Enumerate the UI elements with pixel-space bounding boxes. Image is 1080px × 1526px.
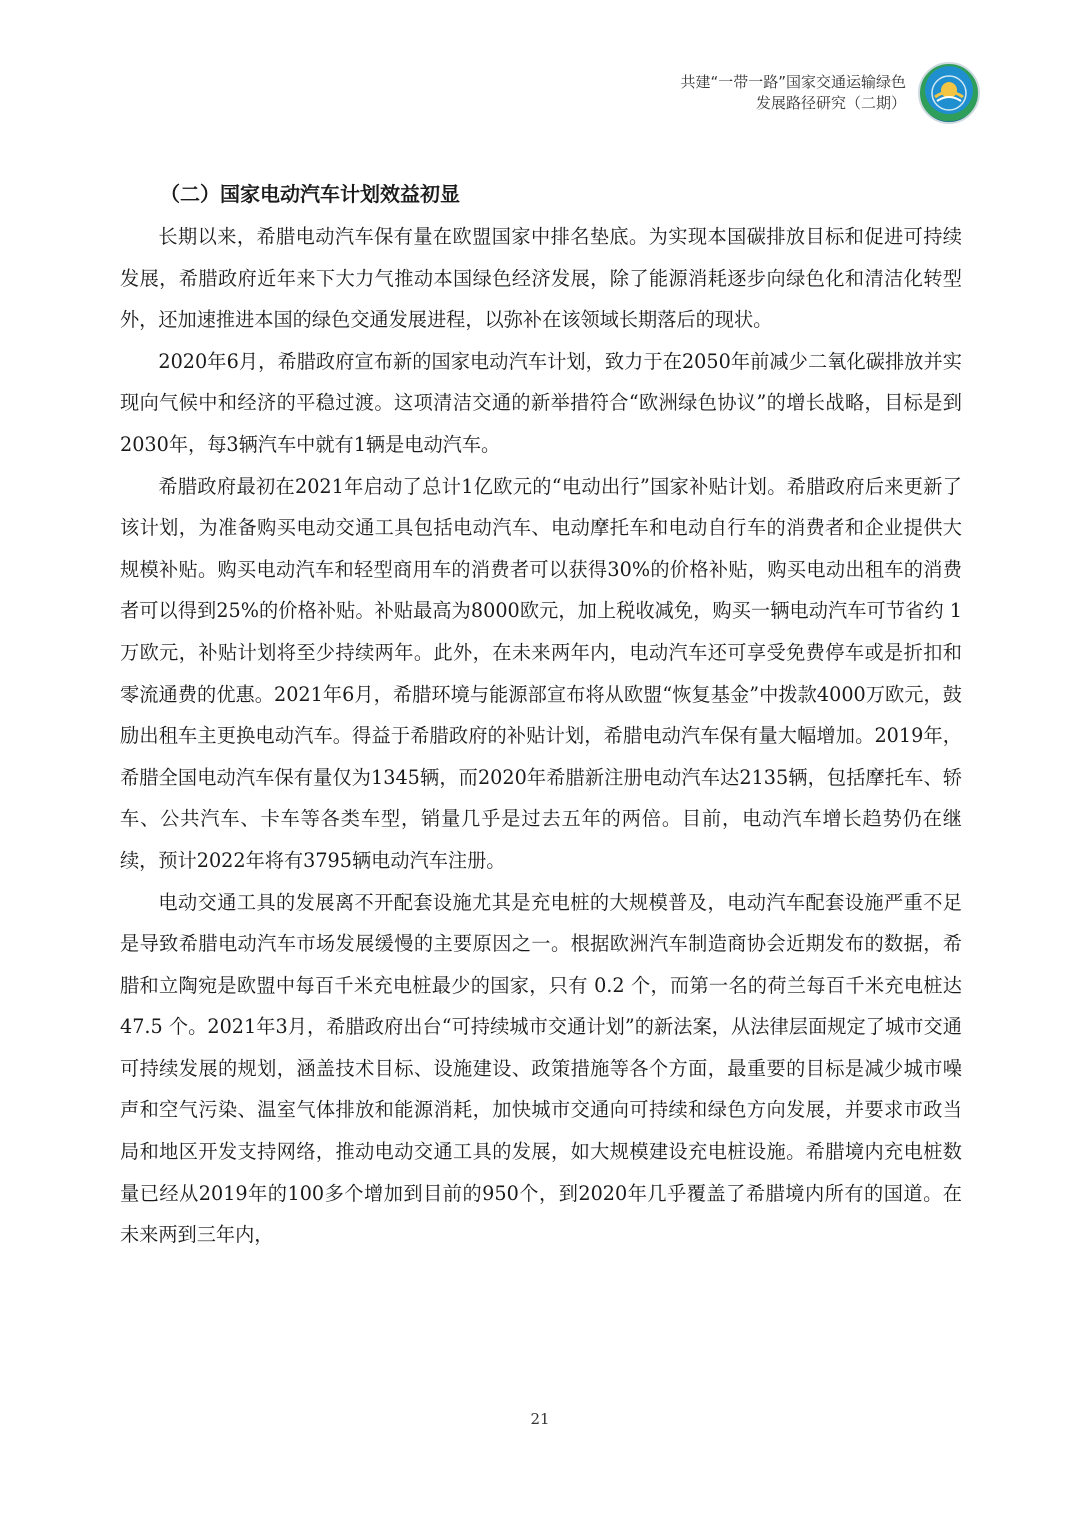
belt-and-road-globe-logo-icon: [918, 62, 980, 124]
globe-icon: [929, 73, 969, 113]
page-number: 21: [530, 1410, 550, 1428]
page-header: [680, 62, 980, 124]
header-title-line1: 共建“一带一路”国家交通运输绿色: [680, 73, 906, 91]
paragraph-1: 长期以来，希腊电动汽车保有量在欧盟国家中排名垫底。为实现本国碳排放目标和促进可持续发展，希腊政府近年来下大力气推动本国绿色经济发展，除了能源消耗逐步向绿色化和清洁化转型外，还加速推进本国的绿色交通发展进程，以弥补在该领域长期落后的现状。: [120, 225, 962, 332]
section-heading: （二）国家电动汽车计划效益初显: [160, 182, 460, 206]
header-title-line2: 发展路径研究（二期）: [755, 94, 906, 112]
paragraph-4: 电动交通工具的发展离不开配套设施尤其是充电桩的大规模普及，电动汽车配套设施严重不足是导致希腊电动汽车市场发展缓慢的主要原因之一。根据欧洲汽车制造商协会近期发布的数据，希腊和立陶宛是欧盟中每百千米充电桩最少的国家，只有 0.2 个，而第一名的荷兰每百千米充电桩达 47.5 个。2021年3月，希腊政府出台“可持续城市交通计划”的新法案，从法律层面规定了城市交通可持续发展的规划，涵盖技术目标、设施建设、政策措施等各个方面，最重要的目标是减少城市噪声和空气污染、温室气体排放和能源消耗，加快城市交通向可持续和绿色方向发展，并要求市政当局和地区开发支持网络，推动电动交通工具的发展，如大规模建设充电桩设施。希腊境内充电桩数量已经从2019年的100多个增加到目前的950个，到2020年几乎覆盖了希腊境内所有的国道。在未来两到三年内，: [120, 890, 962, 1247]
paragraph-3: 希腊政府最初在2021年启动了总计1亿欧元的“电动出行”国家补贴计划。希腊政府后来更新了该计划，为准备购买电动交通工具包括电动汽车、电动摩托车和电动自行车的消费者和企业提供大规模补贴。购买电动汽车和轻型商用车的消费者可以获得30%的价格补贴，购买电动出租车的消费者可以得到25%的价格补贴。补贴最高为8000欧元，加上税收减免，购买一辆电动汽车可节省约 1 万欧元，补贴计划将至少持续两年。此外，在未来两年内，电动汽车还可享受免费停车或是折扣和零流通费的优惠。2021年6月，希腊环境与能源部宣布将从欧盟“恢复基金”中拨款4000万欧元，鼓励出租车主更换电动汽车。得益于希腊政府的补贴计划，希腊电动汽车保有量大幅增加。2019年，希腊全国电动汽车保有量仅为1345辆，而2020年希腊新注册电动汽车达2135辆，包括摩托车、轿车、公共汽车、卡车等各类车型，销量几乎是过去五年的两倍。目前，电动汽车增长趋势仍在继续，预计2022年将有3795辆电动汽车注册。: [120, 474, 962, 872]
document-body: [120, 172, 962, 1256]
header-title: [680, 72, 906, 114]
paragraph-2: 2020年6月，希腊政府宣布新的国家电动汽车计划，致力于在2050年前减少二氧化碳排放并实现向气候中和经济的平稳过渡。这项清洁交通的新举措符合“欧洲绿色协议”的增长战略，目标是到2030年，每3辆汽车中就有1辆是电动汽车。: [120, 349, 962, 456]
